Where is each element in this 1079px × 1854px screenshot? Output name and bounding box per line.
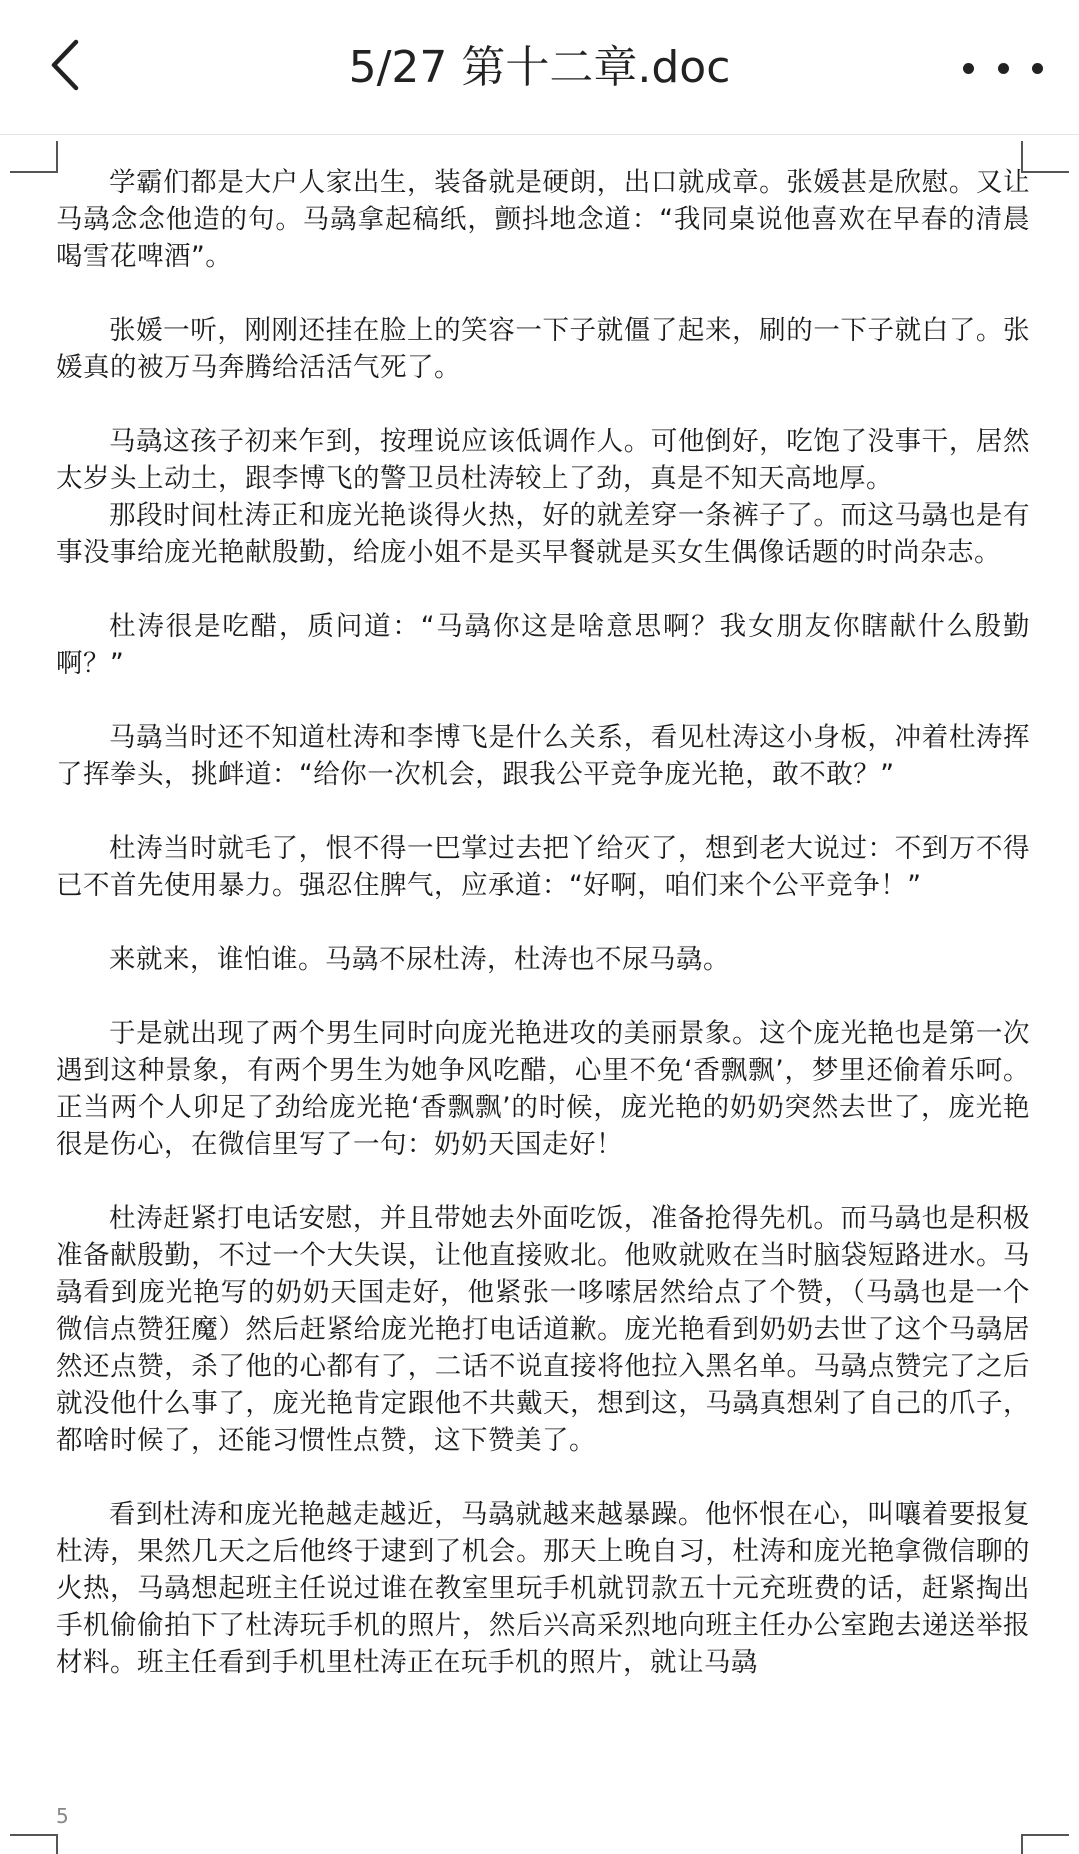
paragraph: 来就来，谁怕谁。马骉不尿杜涛，杜涛也不尿马骉。	[109, 944, 730, 975]
back-button[interactable]	[40, 30, 110, 100]
document-page[interactable]	[0, 135, 1079, 1854]
page-corner-mark	[1021, 1834, 1069, 1854]
document-title: 5/27 第十二章.doc	[348, 42, 731, 93]
top-bar	[0, 0, 1079, 135]
document-body	[56, 164, 1030, 1681]
more-horizontal-icon	[963, 63, 974, 74]
page-corner-mark	[10, 1834, 58, 1854]
paragraph: 看到杜涛和庞光艳越走越近，马骉就越来越暴躁。他怀恨在心，叫嚷着要报复杜涛，果然几天之后他终于逮到了机会。那天上晚自习，杜涛和庞光艳拿微信聊的火热，马骉想起班主任说过谁在教室里玩手机就罚款五十元充班费的话，赶紧掏出手机偷偷拍下了杜涛玩手机的照片，然后兴高采烈地向班主任办公室跑去递送举报材料。班主任看到手机里杜涛正在玩手机的照片，就让马骉	[56, 1499, 1030, 1678]
paragraph-spacer	[56, 978, 1030, 1015]
paragraph: 马骉当时还不知道杜涛和李博飞是什么关系，看见杜涛这小身板，冲着杜涛挥了挥拳头，挑衅道：“给你一次机会，跟我公平竞争庞光艳，敢不敢？”	[56, 722, 1030, 790]
paragraph-spacer	[56, 275, 1030, 312]
more-options-button[interactable]	[963, 40, 1043, 96]
page-corner-mark	[10, 141, 58, 173]
paragraph: 于是就出现了两个男生同时向庞光艳进攻的美丽景象。这个庞光艳也是第一次遇到这种景象，有两个男生为她争风吃醋，心里不免‘香飘飘’，梦里还偷着乐呵。正当两个人卯足了劲给庞光艳‘香飘飘’的时候，庞光艳的奶奶突然去世了，庞光艳很是伤心，在微信里写了一句：奶奶天国走好！	[56, 1018, 1030, 1160]
paragraph: 杜涛赶紧打电话安慰，并且带她去外面吃饭，准备抢得先机。而马骉也是积极准备献殷勤，不过一个大失误，让他直接败北。他败就败在当时脑袋短路进水。马骉看到庞光艳写的奶奶天国走好，他紧张一哆嗦居然给点了个赞，（马骉也是一个微信点赞狂魔）然后赶紧给庞光艳打电话道歉。庞光艳看到奶奶去世了这个马骉居然还点赞，杀了他的心都有了，二话不说直接将他拉入黑名单。马骉点赞完了之后就没他什么事了，庞光艳肯定跟他不共戴天，想到这，马骉真想剁了自己的爪子，都啥时候了，还能习惯性点赞，这下赞美了。	[56, 1203, 1030, 1456]
paragraph: 杜涛当时就毛了，恨不得一巴掌过去把丫给灭了，想到老大说过：不到万不得已不首先使用暴力。强忍住脾气，应承道：“好啊，咱们来个公平竞争！”	[56, 833, 1030, 901]
paragraph: 学霸们都是大户人家出生，装备就是硬朗，出口就成章。张媛甚是欣慰。又让马骉念念他造的句。马骉拿起稿纸，颤抖地念道：“我同桌说他喜欢在早春的清晨喝雪花啤酒”。	[56, 167, 1030, 272]
page-number: 5	[56, 1804, 69, 1828]
paragraph-spacer	[56, 1163, 1030, 1200]
paragraph-spacer	[56, 682, 1030, 719]
chevron-left-icon	[40, 30, 110, 100]
paragraph-spacer	[56, 386, 1030, 423]
paragraph-spacer	[56, 571, 1030, 608]
paragraph: 杜涛很是吃醋，质问道：“马骉你这是啥意思啊？我女朋友你瞎献什么殷勤啊？”	[56, 611, 1030, 679]
paragraph: 那段时间杜涛正和庞光艳谈得火热，好的就差穿一条裤子了。而这马骉也是有事没事给庞光艳献殷勤，给庞小姐不是买早餐就是买女生偶像话题的时尚杂志。	[56, 500, 1030, 568]
paragraph-spacer	[56, 793, 1030, 830]
paragraph: 马骉这孩子初来乍到，按理说应该低调作人。可他倒好，吃饱了没事干，居然太岁头上动土，跟李博飞的警卫员杜涛较上了劲，真是不知天高地厚。	[56, 426, 1030, 494]
paragraph: 张媛一听，刚刚还挂在脸上的笑容一下子就僵了起来，刷的一下子就白了。张媛真的被万马奔腾给活活气死了。	[56, 315, 1030, 383]
paragraph-spacer	[56, 1459, 1030, 1496]
paragraph-spacer	[56, 904, 1030, 941]
